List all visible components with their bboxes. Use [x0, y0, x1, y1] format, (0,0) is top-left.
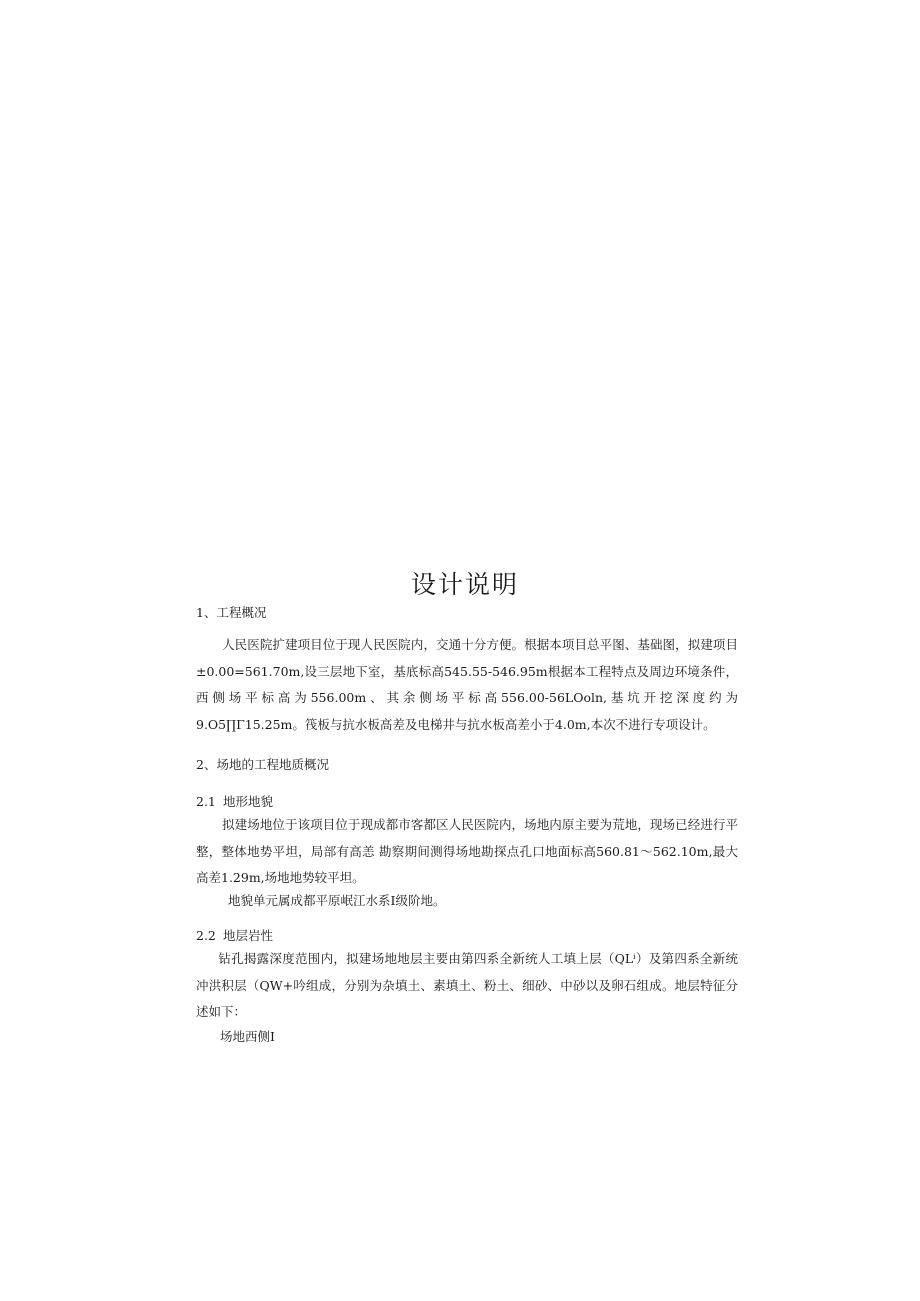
section-2-2-title: 地层岩性: [223, 928, 274, 943]
section-2-1-paragraph: [196, 812, 738, 892]
section-1-paragraph: [196, 632, 738, 738]
section-2-1-note: 地貌单元属成都平原岷江水系Ⅰ级阶地。: [228, 893, 446, 908]
section-2-1-paragraph-text: 拟建场地位于该项目位于现成都市客都区人民医院内，场地内原主要为荒地，现场已经进行平整，整体地势平坦，局部有高恙 勘察期间测得场地勘探点孔口地面标高560.81～562.10m,最大高差1.29m,场地地势较平坦。: [196, 817, 738, 885]
section-2-1-number: 2.1: [196, 794, 216, 809]
west-side-label: 场地西侧Ⅰ: [220, 1029, 275, 1044]
section-2-1-title: 地形地貌: [223, 794, 274, 809]
section-2-heading: 2、场地的工程地质概况: [196, 757, 329, 772]
section-2-1-heading: [196, 794, 273, 810]
section-2-2-paragraph: [196, 946, 738, 1026]
document-title: 设计说明: [410, 569, 519, 599]
section-1-heading: 1、工程概况: [196, 605, 267, 620]
section-1-paragraph-text: 人民医院扩建项目位于现人民医院内，交通十分方便。根据本项目总平图、基础图，拟建项目±0.00=561.70m,设三层地下室，基底标高545.55-546.95m根据本工程特点及周边环境条件，西侧场平标高为556.00m、其余侧场平标高556.00-56LOoln,基坑开挖深度约为9.O5∏Γ15.25m。筏板与抗水板高差及电梯井与抗水板高差小于4.0m,本次不进行专项设计。: [196, 637, 738, 732]
section-2-2-number: 2.2: [196, 928, 216, 943]
section-2-2-paragraph-text: 钻孔揭露深度范围内，拟建场地地层主要由第四系全新统人工填上层（QLⁱ）及第四系全新统冲洪积层（QW+吟组成，分别为杂填土、素填土、粉土、细砂、中砂以及卵石组成。地层特征分述如下：: [196, 951, 738, 1019]
section-2-2-heading: [196, 928, 273, 944]
